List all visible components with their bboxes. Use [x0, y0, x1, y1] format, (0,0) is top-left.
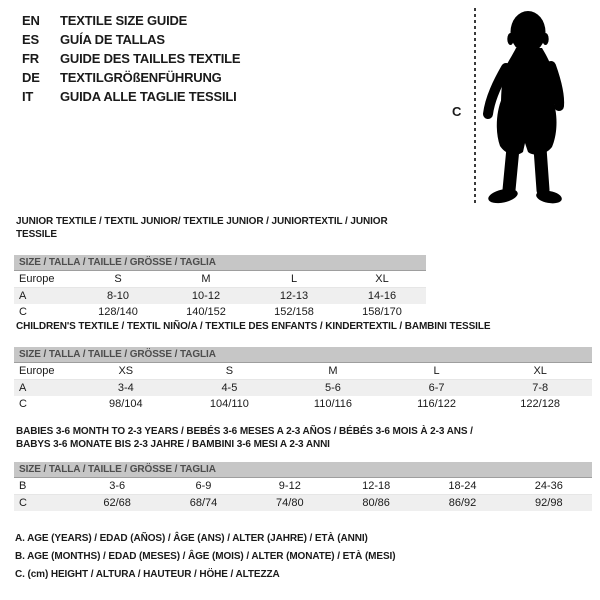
- table-row: [14, 396, 592, 412]
- children-table: [14, 363, 592, 412]
- row-label: C: [19, 398, 27, 410]
- cell: 9-12: [278, 480, 301, 492]
- cell: S: [114, 273, 122, 285]
- cell: 80/86: [362, 497, 390, 509]
- spacer: [14, 333, 592, 347]
- table-row: [14, 363, 592, 380]
- cell: M: [201, 273, 211, 285]
- row-label: Europe: [19, 273, 55, 285]
- cell: M: [328, 365, 338, 377]
- cell: 3-4: [117, 382, 134, 394]
- language-title: TEXTILGRÖßENFÜHRUNG: [60, 70, 222, 85]
- cell: 12-18: [362, 480, 391, 492]
- cell: L: [290, 273, 298, 285]
- legend-line: B. AGE (MONTHS) / EDAD (MESES) / ÂGE (MOIS) / ALTER (MONATE) / ETÀ (MESI): [15, 551, 396, 562]
- row-label: A: [19, 382, 27, 394]
- language-code: EN: [22, 13, 40, 28]
- cell: 86/92: [448, 497, 477, 509]
- cell: 14-16: [367, 290, 397, 302]
- height-measure-label: C: [452, 104, 462, 119]
- language-title: TEXTILE SIZE GUIDE: [60, 13, 188, 28]
- row-label: C: [19, 306, 27, 318]
- cell: 116/122: [417, 398, 457, 410]
- cell: 18-24: [448, 480, 477, 492]
- row-label: A: [19, 290, 27, 302]
- row-label: Europe: [19, 365, 55, 377]
- legend: [15, 530, 395, 584]
- language-row: [22, 68, 240, 87]
- legend-line: A. AGE (YEARS) / EDAD (AÑOS) / ÂGE (ANS) / ALTER (JAHRE) / ETÀ (ANNI): [15, 533, 368, 544]
- cell: 110/116: [313, 398, 353, 410]
- table-row: [14, 478, 592, 495]
- table-row: [14, 380, 592, 396]
- section-title: CHILDREN'S TEXTILE / TEXTIL NIÑO/A / TEXTILE DES ENFANTS / KINDERTEXTIL / BAMBINI TESSILE: [16, 321, 491, 332]
- cell: 6-9: [195, 480, 212, 492]
- cell: 62/68: [103, 497, 131, 509]
- language-title: GUÍA DE TALLAS: [60, 32, 165, 47]
- table-size-header: SIZE / TALLA / TAILLE / GRÖSSE / TAGLIA: [14, 347, 592, 363]
- spacer: [14, 241, 426, 255]
- cell: 5-6: [325, 382, 341, 394]
- cell: XS: [118, 365, 134, 377]
- cell: 68/74: [189, 497, 218, 509]
- cell: 8-10: [106, 290, 130, 302]
- junior-table: [14, 271, 426, 320]
- table-row: [14, 304, 426, 320]
- cell: 140/152: [186, 306, 226, 318]
- junior-section: [14, 215, 426, 320]
- baby-silhouette: [482, 6, 567, 206]
- table-row: [14, 495, 592, 511]
- language-row: [22, 30, 240, 49]
- cell: 24-36: [534, 480, 563, 492]
- language-row: [22, 11, 240, 30]
- cell: 104/110: [209, 398, 249, 410]
- language-title-block: [22, 11, 240, 106]
- language-row: [22, 87, 240, 106]
- cell: 158/170: [362, 306, 402, 318]
- table-row: [14, 288, 426, 304]
- language-title: GUIDE DES TAILLES TEXTILE: [60, 51, 241, 66]
- language-code: ES: [22, 32, 39, 47]
- cell: 4-5: [221, 382, 238, 394]
- cell: 3-6: [109, 480, 126, 492]
- language-code: FR: [22, 51, 39, 66]
- section-title: BABIES 3-6 MONTH TO 2-3 YEARS / BEBÉS 3-6 MESES A 2-3 AÑOS / BÉBÉS 3-6 MOIS À 2-3 ANS /: [16, 426, 473, 437]
- cell: 152/158: [274, 306, 314, 318]
- cell: 92/98: [535, 497, 563, 509]
- cell: 122/128: [520, 398, 561, 410]
- language-code: DE: [22, 70, 40, 85]
- language-row: [22, 49, 240, 68]
- cell: XL: [375, 273, 389, 285]
- cell: 74/80: [276, 497, 304, 509]
- row-label: C: [19, 497, 27, 509]
- section-title: JUNIOR TEXTILE / TEXTIL JUNIOR/ TEXTILE JUNIOR / JUNIORTEXTIL / JUNIOR TESSILE: [16, 216, 388, 240]
- cell: 128/140: [98, 306, 138, 318]
- cell: 6-7: [428, 382, 445, 394]
- table-size-header: SIZE / TALLA / TAILLE / GRÖSSE / TAGLIA: [14, 255, 426, 271]
- cell: 7-8: [532, 382, 549, 394]
- row-label: B: [19, 480, 27, 492]
- legend-line: C. (cm) HEIGHT / ALTURA / HAUTEUR / HÖHE / ALTEZZA: [15, 569, 280, 580]
- cell: XL: [533, 365, 547, 377]
- cell: S: [225, 365, 234, 377]
- cell: 12-13: [279, 290, 309, 302]
- table-row: [14, 271, 426, 288]
- language-title: GUIDA ALLE TAGLIE TESSILI: [60, 89, 237, 104]
- cell: L: [433, 365, 440, 377]
- language-code: IT: [22, 89, 34, 104]
- spacer: [14, 451, 592, 462]
- cell: 98/104: [108, 398, 143, 410]
- babies-section: [14, 425, 592, 511]
- cell: 10-12: [191, 290, 221, 302]
- table-size-header: SIZE / TALLA / TAILLE / GRÖSSE / TAGLIA: [14, 462, 592, 478]
- children-section: [14, 320, 592, 412]
- babies-table: [14, 478, 592, 511]
- section-title: BABYS 3-6 MONATE BIS 2-3 JAHRE / BAMBINI 3-6 MESI A 2-3 ANNI: [16, 439, 330, 450]
- height-measure-dotted-line: [474, 8, 476, 206]
